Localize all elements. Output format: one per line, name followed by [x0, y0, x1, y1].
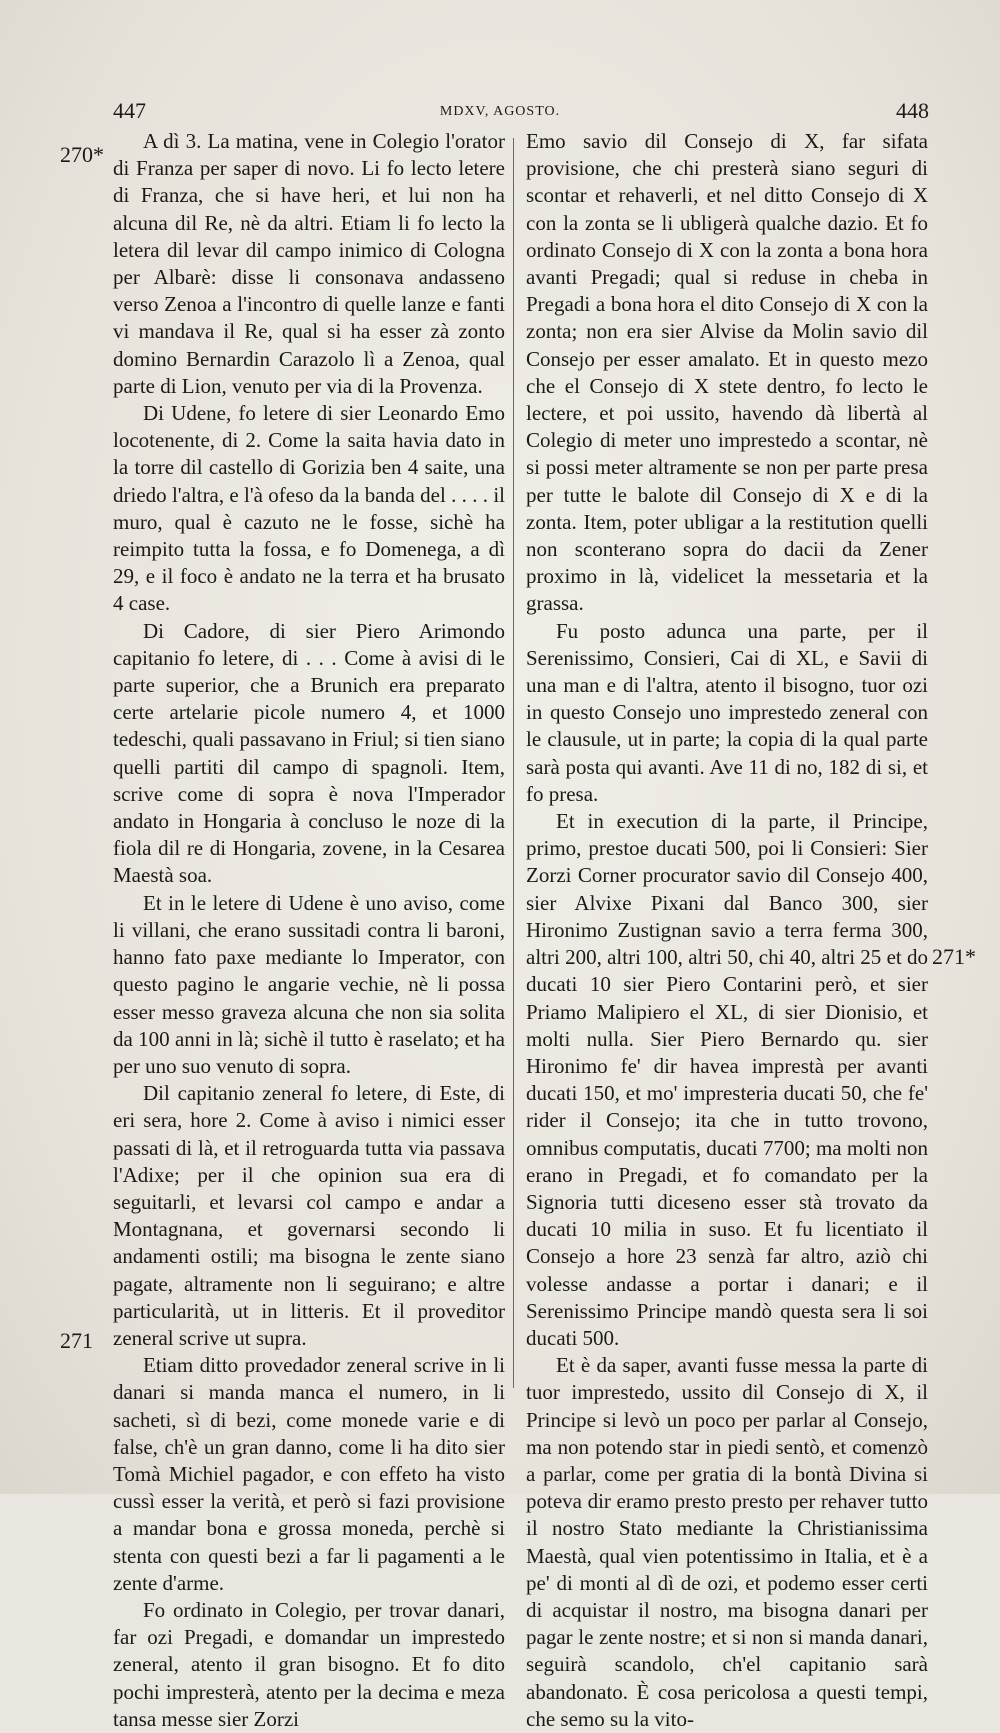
- margin-note-271: 271: [60, 1328, 93, 1353]
- page-number-left: 447: [113, 98, 146, 123]
- margin-note-271-right: 271*: [932, 944, 976, 969]
- column-divider: [513, 138, 514, 1388]
- paragraph: Fu posto adunca una parte, per il Serenissimo, Consieri, Cai di XL, e Savii di una man e di l'altra, atento il bisogno, tuor ozi in questo Consejo uno imprestedo zeneral con le clausule, ut in parte; la copia di la qual parte sarà posta qui avanti. Ave 11 di no, 182 di si, et fo presa.: [526, 618, 928, 806]
- paragraph: Etiam ditto provedador zeneral scrive in li danari si manda manca el numero, in li sacheti, sì di bezi, come monede varie e di false, ch'è un gran danno, come li ha dito sier Tomà Michiel pagador, e con effeto ha visto cussì esser la verità, et però si fazi provisione a mandar bona e grossa moneda, perchè si stenta con questi bezi a far li pagamenti a le zente d'arme.: [113, 1353, 505, 1595]
- paragraph: Et in le letere di Udene è uno aviso, come li villani, che erano sussitadi contra li baroni, hanno fato paxe mediante lo Imperator, con questo pagino le angarie vechie, nè li possa esser messo graveza alcuna che non sia solita da 100 anni in là; sichè il tutto è raselato; et ha per uno suo venuto di sopra.: [113, 890, 505, 1078]
- paragraph: Et in execution di la parte, il Principe, primo, prestoe ducati 500, poi li Consieri: Sier Zorzi Corner procurator savio dil Consejo 400, sier Alvixe Pixani dal Banco 300, sier Hironimo Zustignan savio a terra ferma 300, altri 200, altri 100, altri 50, chi 40, altri 25 et do ducati 10 sier Piero Contarini però, et sier Priamo Malipiero el XL, di sier Dionisio, et molti nulla. Sier Piero Bernardo qu. sier Hironimo fe' dir havea imprestà per avanti ducati 150, et mo' impresteria ducati 50, che fe' rider il Consejo; ita che in tutto trovono, omnibus computatis, ducati 7700; ma molti non erano in Pregadi, et fo comandato per la Signoria tutti diceseno esser stà trovato da ducati 10 milia in suso. Et fu licentiato il Consejo a hore 23 senzà far altro, aziò chi volesse andasse a portar i danari; e il Serenissimo Principe mandò questa sera li soi ducati 500.: [526, 809, 928, 1350]
- right-column: [526, 128, 928, 1733]
- paragraph: Et è da saper, avanti fusse messa la parte di tuor imprestedo, ussito dil Consejo di X, il Principe si levò un poco per parlar al Consejo, ma non potendo star in piedi sentò, et comenzò a parlar, come per gratia di la bontà Divina si poteva dir eramo presto presto per rehaver tutto il nostro Stato mediante la Christianissima Maestà, qual vien potentissimo in Italia, et è a pe' di monti al dì de ozi, et podemo esser certi di acquistar il nostro, ma bisogna danari per pagar le zente nostre; et si non si manda danari, seguirà scandolo, ch'el capitanio sarà abandonato. È cosa pericolosa a questi tempi, che semo su la vito-: [526, 1353, 928, 1731]
- margin-note-270: 270*: [60, 142, 104, 167]
- paragraph: Emo savio dil Consejo di X, far sifata provisione, che chi presterà siano seguri di scontar et rehaverli, et nel ditto Consejo di X con la zonta se li ubligerà qualche dazio. Et fo ordinato Consejo di X con la zonta a bona hora avanti Pregadi; qual si reduse in cheba in Pregadi a bona hora el dito Consejo di X con la zonta; non era sier Alvise da Molin savio dil Consejo per esser amalato. Et in questo mezo che el Consejo di X stete dentro, fo lecto le lectere, et poi ussito, havendo dà libertà al Colegio di meter uno imprestedo a scontar, nè si possi meter altramente se non per parte presa per tutte le balote dil Consejo di X e di la zonta. Item, poter ubligar a la restitution quelli non sconterano sopra do dacii da Zener proximo in là, videlicet la messetaria et la grassa.: [526, 129, 928, 616]
- running-title: MDXV, AGOSTO.: [439, 104, 561, 119]
- paragraph: Dil capitanio zeneral fo letere, di Este, di eri sera, hore 2. Come à aviso i nimici esser passati di là, et il retroguarda tutta via passava l'Adixe; per il che opinion sua era di seguitarli, et levarsi col campo e andar a Montagnana, et governarsi secondo li andamenti ostili; ma bisogna le zente siano pagate, altramente non li seguirano; e altre particularità, ut in litteris. Et il proveditor zeneral scrive ut supra.: [113, 1081, 505, 1350]
- page-number-right: 448: [896, 98, 929, 123]
- left-column: [113, 128, 505, 1733]
- paragraph: Di Udene, fo letere di sier Leonardo Emo locotenente, di 2. Come la saita havia dato in la torre dil castello di Gorizia ben 4 saite, una driedo l'altra, e l'à ofeso da la banda del . . . . il muro, qual è cazuto ne le fosse, sichè ha reimpito tutta la fossa, e fo Domenega, a dì 29, e il foco è andato ne la terra et ha brusato 4 case.: [113, 401, 505, 616]
- paragraph: Di Cadore, di sier Piero Arimondo capitanio fo letere, di . . . Come à avisi di le parte superior, che a Brunich era preparato certe artelarie picole numero 4, et 1000 tedeschi, quali passavano in Friul; si tien siano quelli partiti dil campo di spagnoli. Item, scrive come di sopra è nova l'Imperador andato in Hongaria à concluso le noze di la fiola dil re di Hongaria, zovene, in la Cesarea Maestà soa.: [113, 618, 505, 888]
- paragraph: A dì 3. La matina, vene in Colegio l'orator di Franza per saper di novo. Li fo lecto letere di Franza, che si have heri, et lui non ha alcuna dil Re, nè da altri. Etiam li fo lecto la letera dil levar dil campo inimico di Cologna per Albarè: disse li consonava andasseno verso Zenoa a l'incontro di quelle lanze e fanti vi mandava il Re, qual si ha esser zà zonto domino Bernardin Carazolo lì a Zenoa, qual parte di Lion, venuto per via di la Provenza.: [113, 129, 505, 398]
- paragraph: Fo ordinato in Colegio, per trovar danari, far ozi Pregadi, e domandar un imprestedo zeneral, atento il gran bisogno. Et fo dito pochi impresterà, atento per la decima e meza tansa messe sier Zorzi: [113, 1597, 505, 1731]
